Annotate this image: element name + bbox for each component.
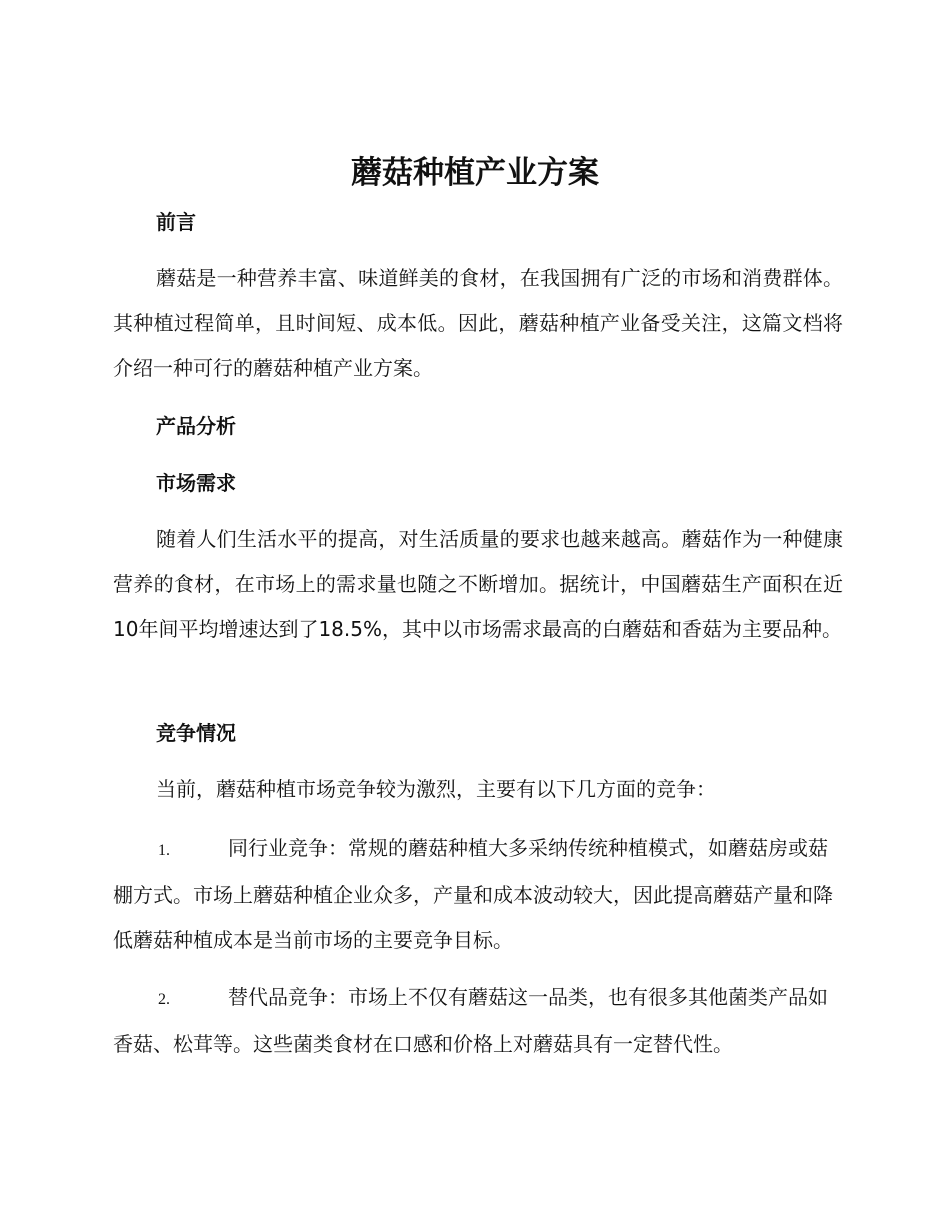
list-item-text: 同行业竞争：常规的蘑菇种植大多采纳传统种植模式，如蘑菇房或菇棚方式。市场上蘑菇种植企业众多，产量和成本波动较大，因此提高蘑菇产量和降低蘑菇种植成本是当前市场的主要竞争目标。	[113, 836, 833, 952]
list-item	[113, 826, 843, 963]
section-heading-market-demand: 市场需求	[156, 471, 236, 495]
list-item-number: 1.	[158, 842, 170, 859]
competition-intro-paragraph: 当前，蘑菇种植市场竞争较为激烈，主要有以下几方面的竞争：	[156, 777, 716, 801]
list-item-number: 2.	[158, 991, 170, 1008]
market-demand-paragraph: 随着人们生活水平的提高，对生活质量的要求也越来越高。蘑菇作为一种健康营养的食材，在市场上的需求量也随之不断增加。据统计，中国蘑菇生产面积在近10年间平均增速达到了18.5%，其中以市场需求最高的白蘑菇和香菇为主要品种。	[113, 527, 843, 641]
preface-paragraph: 蘑菇是一种营养丰富、味道鲜美的食材，在我国拥有广泛的市场和消费群体。其种植过程简单，且时间短、成本低。因此，蘑菇种植产业备受关注，这篇文档将介绍一种可行的蘑菇种植产业方案。	[113, 266, 843, 380]
list-item	[113, 975, 843, 1067]
section-heading-preface: 前言	[156, 210, 196, 234]
list-item-text: 替代品竞争：市场上不仅有蘑菇这一品类，也有很多其他菌类产品如香菇、松茸等。这些菌类食材在口感和价格上对蘑菇具有一定替代性。	[113, 985, 828, 1056]
section-heading-competition: 竞争情况	[156, 721, 236, 745]
section-heading-product-analysis: 产品分析	[156, 414, 236, 438]
document-title: 蘑菇种植产业方案	[351, 155, 599, 191]
